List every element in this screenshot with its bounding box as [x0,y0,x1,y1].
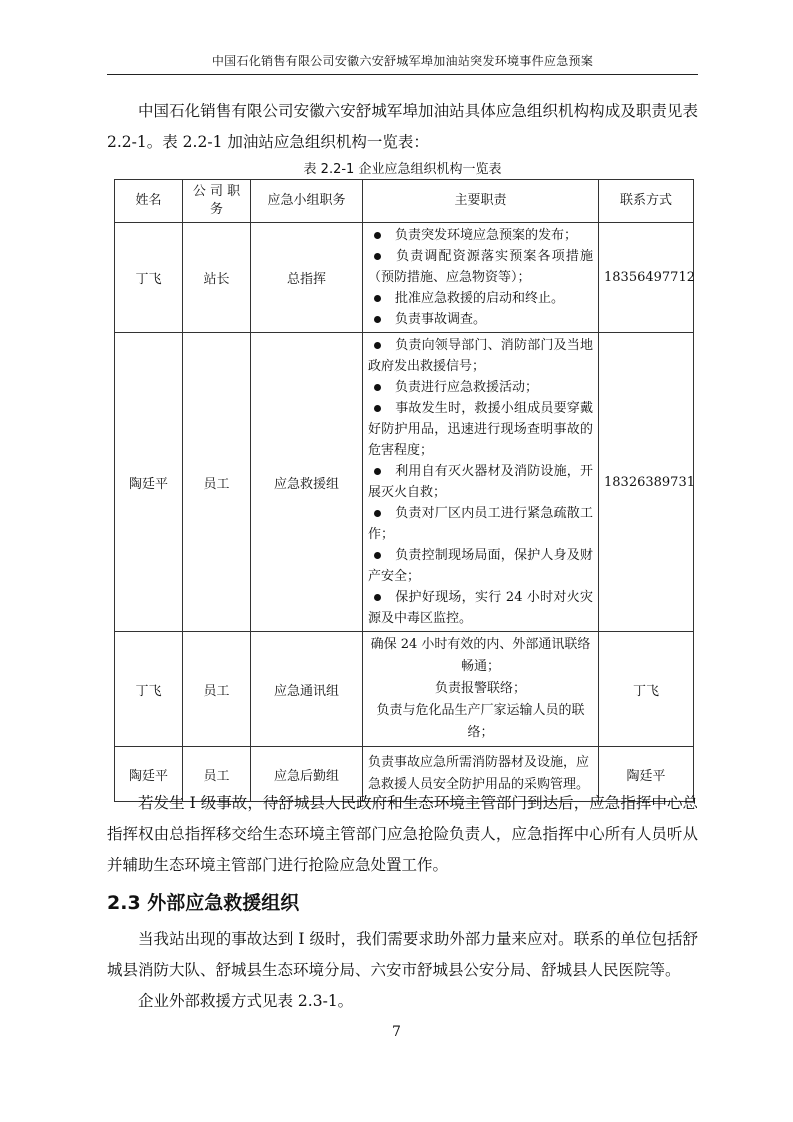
bullet-icon [374,552,381,559]
duty-text: 负责报警联络； [434,681,526,696]
cell-name: 丁飞 [115,632,183,747]
bullet-icon [374,468,381,475]
duty-item [368,309,593,330]
duty-item [368,545,593,587]
cell-duties [363,333,599,632]
bullet-icon [374,316,381,323]
duty-text: 事故发生时，救援小组成员要穿戴好防护用品，迅速进行现场查明事故的危害程度； [368,401,593,458]
table-row [115,632,694,747]
duty-text: 负责对厂区内员工进行紧急疏散工作； [368,506,593,542]
duty-text: 确保 24 小时有效的内、外部通讯联络畅通； [370,637,591,674]
cell-contact: 18326389731 [599,333,694,632]
cell-position: 员工 [183,632,251,747]
cell-contact: 丁飞 [599,632,694,747]
duty-item [368,587,593,629]
cell-duties [363,632,599,747]
header-contact: 联系方式 [599,180,694,223]
cell-contact: 18356497712 [599,223,694,333]
cell-role: 应急后勤组 [251,747,363,802]
table-header-row [115,180,694,223]
duty-text: 利用自有灭火器材及消防设施，开展灭火自救； [368,464,593,500]
cell-role: 应急救援组 [251,333,363,632]
cell-name: 陶廷平 [115,747,183,802]
cell-name: 丁飞 [115,223,183,333]
duty-text: 批准应急救援的启动和终止。 [395,291,565,306]
duty-item [368,288,593,309]
duty-item [368,377,593,398]
duty-text: 负责突发环境应急预案的发布； [395,228,578,243]
duty-item [368,398,593,461]
cell-role: 应急通讯组 [251,632,363,747]
duty-item [368,335,593,377]
duty-text: 负责控制现场局面，保护人身及财产安全； [368,548,593,584]
intro-paragraph: 中国石化销售有限公司安徽六安舒城军埠加油站具体应急组织机构构成及职责见表 2.2-1。表 2.2-1 加油站应急组织机构一览表： [107,102,698,151]
bullet-icon [374,384,381,391]
header-position: 公 司 职务 [183,180,251,223]
duty-text: 负责向领导部门、消防部门及当地政府发出救援信号； [368,338,593,374]
cell-position: 员工 [183,747,251,802]
duty-text: 负责与危化品生产厂家运输人员的联络； [376,703,585,740]
org-table [114,179,694,802]
paragraph-level1: 若发生 I 级事故，待舒城县人民政府和生态环境主管部门到达后，应急指挥中心总指挥权由总指挥移交给生态环境主管部门应急抢险负责人，应急指挥中心所有人员听从并辅助生态环境主管部门进行抢险应急处置工作。 [107,794,698,874]
duty-item [368,503,593,545]
bullet-icon [374,594,381,601]
cell-position: 站长 [183,223,251,333]
paragraph-external: 当我站出现的事故达到 I 级时，我们需要求助外部力量来应对。联系的单位包括舒城县消防大队、舒城县生态环境分局、六安市舒城县公安分局、舒城县人民医院等。 [107,930,698,979]
cell-position: 员工 [183,333,251,632]
duty-text: 负责事故调查。 [395,312,487,327]
table-row [115,333,694,632]
duty-text: 负责进行应急救援活动； [395,380,539,395]
bullet-icon [374,295,381,302]
paragraph-table-ref: 企业外部救援方式见表 2.3-1。 [138,992,354,1010]
cell-contact: 陶廷平 [599,747,694,802]
table-row [115,223,694,333]
bullet-icon [374,232,381,239]
page-number: 7 [392,1024,401,1040]
duty-text: 负责调配资源落实预案各项措施（预防措施、应急物资等）； [368,249,593,285]
duty-item [368,246,593,288]
table-caption: 表 2.2-1 企业应急组织机构一览表 [303,162,502,177]
cell-name: 陶廷平 [115,333,183,632]
header-name: 姓名 [115,180,183,223]
duty-item [368,225,593,246]
duty-item [368,461,593,503]
cell-duties [363,223,599,333]
cell-duties: 负责事故应急所需消防器材及设施，应急救援人员安全防护用品的采购管理。 [363,747,599,802]
bullet-icon [374,253,381,260]
header-duties: 主要职责 [363,180,599,223]
header-rule [107,74,698,75]
bullet-icon [374,405,381,412]
cell-role: 总指挥 [251,223,363,333]
page-header: 中国石化销售有限公司安徽六安舒城军埠加油站突发环境事件应急预案 [211,54,594,68]
bullet-icon [374,510,381,517]
bullet-icon [374,342,381,349]
header-role: 应急小组职务 [251,180,363,223]
duty-text: 保护好现场，实行 24 小时对火灾源及中毒区监控。 [368,590,593,626]
section-heading: 2.3 外部应急救援组织 [107,892,300,914]
